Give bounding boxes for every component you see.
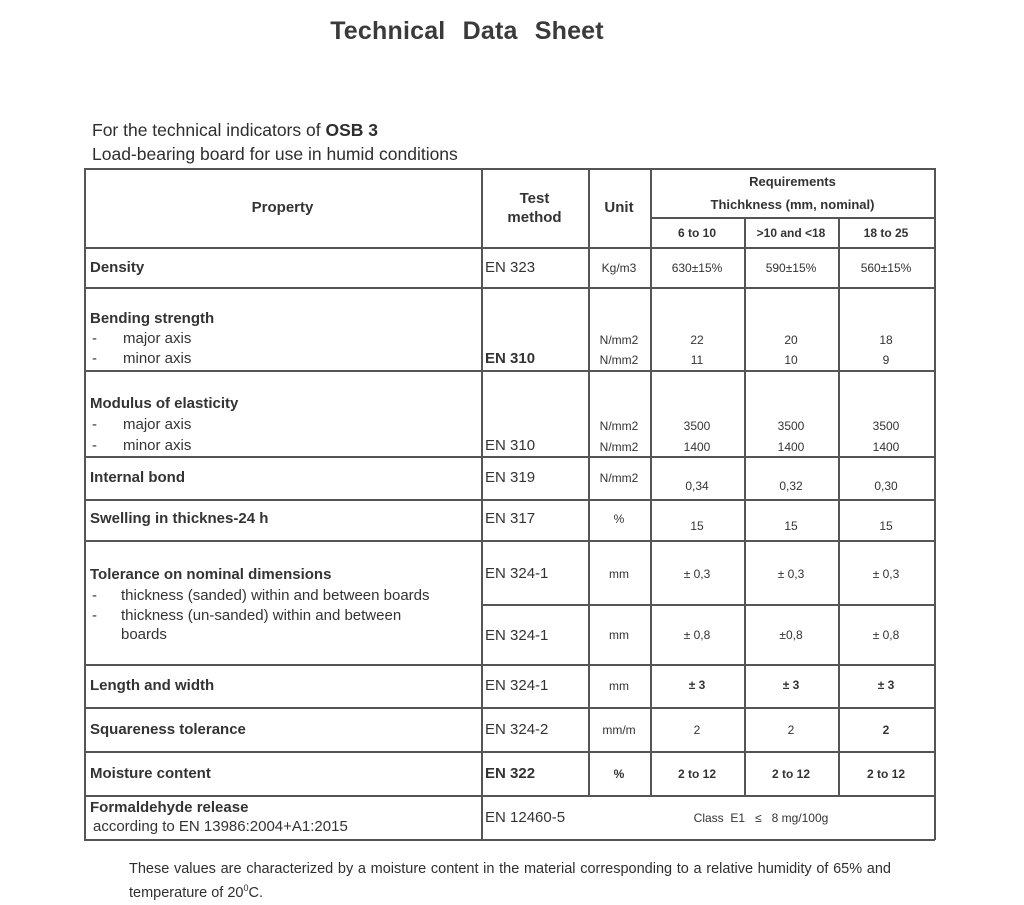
- value-bending-major-3: 18: [879, 333, 893, 347]
- row-divider: [84, 370, 935, 372]
- unit-density: Kg/m3: [601, 261, 637, 275]
- value-moisture-3: 2 to 12: [866, 767, 905, 781]
- header-unit: Unit: [604, 199, 634, 216]
- value-squareness-2: 2: [787, 723, 795, 737]
- test-bending: EN 310: [485, 350, 536, 367]
- value-modulus-major-2: 3500: [777, 419, 805, 433]
- intro-prefix: For the technical indicators of: [92, 120, 326, 140]
- property-moisture: Moisture content: [90, 765, 211, 782]
- property-density: Density: [90, 259, 145, 276]
- column-divider: [838, 217, 840, 795]
- test-length-width: EN 324-1: [485, 677, 549, 694]
- row-divider: [84, 540, 935, 542]
- header-range-2: >10 and <18: [756, 226, 826, 240]
- value-moisture-2: 2 to 12: [771, 767, 810, 781]
- list-dash: -: [92, 330, 97, 347]
- value-bending-major-2: 20: [784, 333, 798, 347]
- test-swelling: EN 317: [485, 510, 536, 527]
- value-internal-bond-1: 0,34: [685, 479, 709, 493]
- header-property: Property: [251, 199, 314, 216]
- bending-minor-axis: minor axis: [123, 350, 192, 367]
- header-test-method-line1: Test: [519, 190, 550, 207]
- value-tolerance-unsanded-2: ±0,8: [779, 628, 803, 642]
- property-bending-strength: Bending strength: [90, 310, 215, 327]
- value-squareness-1: 2: [693, 723, 701, 737]
- intro-line-description: Load-bearing board for use in humid conditions: [92, 144, 458, 164]
- property-length-width: Length and width: [90, 677, 215, 694]
- tolerance-sanded: thickness (sanded) within and between boards: [121, 587, 430, 604]
- footnote: [129, 860, 891, 903]
- table-border-top: [84, 168, 935, 170]
- unit-length-width: mm: [609, 679, 629, 693]
- value-moisture-1: 2 to 12: [677, 767, 716, 781]
- property-tolerance: Tolerance on nominal dimensions: [90, 566, 332, 583]
- value-tolerance-sanded-1: ± 0,3: [683, 567, 711, 581]
- test-squareness: EN 324-2: [485, 721, 549, 738]
- property-modulus: Modulus of elasticity: [90, 395, 239, 412]
- list-dash: -: [92, 607, 97, 624]
- row-divider: [84, 247, 935, 249]
- value-bending-major-1: 22: [690, 333, 704, 347]
- tolerance-unsanded-line2: boards: [121, 626, 167, 643]
- value-length-width-2: ± 3: [782, 678, 800, 692]
- unit-modulus-minor: N/mm2: [599, 440, 639, 454]
- value-swelling-2: 15: [784, 519, 798, 533]
- value-tolerance-unsanded-1: ± 0,8: [683, 628, 711, 642]
- value-length-width-3: ± 3: [877, 678, 895, 692]
- product-name: OSB 3: [325, 120, 378, 140]
- value-modulus-minor-2: 1400: [777, 440, 805, 454]
- footnote-text: These values are characterized by a moisture content in the material corresponding to a relative humidity of 65% and temperature of 20: [129, 861, 891, 901]
- value-bending-minor-3: 9: [882, 353, 890, 367]
- unit-moisture: %: [613, 767, 625, 781]
- list-dash: -: [92, 587, 97, 604]
- row-divider: [84, 707, 935, 709]
- row-divider: [84, 456, 935, 458]
- header-test-method-line2: method: [507, 209, 562, 226]
- test-formaldehyde: EN 12460-5: [485, 809, 566, 826]
- row-divider: [481, 604, 935, 606]
- modulus-major-axis: major axis: [123, 416, 192, 433]
- row-divider: [84, 751, 935, 753]
- value-tolerance-sanded-2: ± 0,3: [777, 567, 805, 581]
- property-formaldehyde: Formaldehyde release: [90, 799, 249, 816]
- value-swelling-3: 15: [879, 519, 893, 533]
- property-internal-bond: Internal bond: [90, 469, 185, 486]
- value-tolerance-sanded-3: ± 0,3: [872, 567, 900, 581]
- test-tolerance-sanded: EN 324-1: [485, 565, 549, 582]
- unit-modulus-major: N/mm2: [599, 419, 639, 433]
- value-swelling-1: 15: [690, 519, 704, 533]
- row-divider: [84, 287, 935, 289]
- unit-internal-bond: N/mm2: [599, 471, 639, 485]
- value-tolerance-unsanded-3: ± 0,8: [872, 628, 900, 642]
- test-internal-bond: EN 319: [485, 469, 536, 486]
- degree-superscript: 0: [243, 883, 249, 893]
- table-border-left: [84, 168, 86, 840]
- row-divider: [84, 499, 935, 501]
- value-modulus-major-1: 3500: [683, 419, 711, 433]
- unit-bending-minor: N/mm2: [599, 353, 639, 367]
- value-modulus-major-3: 3500: [872, 419, 900, 433]
- property-swelling: Swelling in thicknes-24 h: [90, 510, 269, 527]
- header-divider: [650, 217, 935, 219]
- tolerance-unsanded-line1: thickness (un-sanded) within and between: [121, 607, 402, 624]
- test-density: EN 323: [485, 259, 536, 276]
- unit-tolerance-sanded: mm: [609, 567, 629, 581]
- value-density-2: 590±15%: [765, 261, 817, 275]
- header-requirements: Requirements: [749, 174, 836, 189]
- value-density-1: 630±15%: [671, 261, 723, 275]
- unit-tolerance-unsanded: mm: [609, 628, 629, 642]
- value-modulus-minor-3: 1400: [872, 440, 900, 454]
- table-border-bottom: [84, 839, 935, 841]
- value-internal-bond-3: 0,30: [874, 479, 898, 493]
- value-density-3: 560±15%: [860, 261, 912, 275]
- property-squareness: Squareness tolerance: [90, 721, 246, 738]
- value-formaldehyde: Class E1 ≤ 8 mg/100g: [693, 811, 829, 825]
- value-bending-minor-2: 10: [784, 353, 798, 367]
- test-modulus: EN 310: [485, 437, 536, 454]
- formaldehyde-standard: according to EN 13986:2004+A1:2015: [93, 818, 348, 835]
- bending-major-axis: major axis: [123, 330, 192, 347]
- value-squareness-3: 2: [882, 723, 890, 737]
- unit-swelling: %: [613, 512, 625, 526]
- table-border-right: [934, 168, 936, 840]
- list-dash: -: [92, 350, 97, 367]
- header-range-1: 6 to 10: [677, 226, 716, 240]
- modulus-minor-axis: minor axis: [123, 437, 192, 454]
- list-dash: -: [92, 416, 97, 433]
- column-divider: [481, 168, 483, 840]
- row-divider: [84, 664, 935, 666]
- row-divider: [84, 795, 935, 797]
- test-tolerance-unsanded: EN 324-1: [485, 627, 549, 644]
- list-dash: -: [92, 437, 97, 454]
- value-modulus-minor-1: 1400: [683, 440, 711, 454]
- value-length-width-1: ± 3: [688, 678, 706, 692]
- footnote-unit: C.: [248, 884, 263, 901]
- header-range-3: 18 to 25: [863, 226, 909, 240]
- unit-squareness: mm/m: [602, 723, 636, 737]
- unit-bending-major: N/mm2: [599, 333, 639, 347]
- header-thickness: Thichkness (mm, nominal): [710, 197, 875, 212]
- value-internal-bond-2: 0,32: [779, 479, 803, 493]
- value-bending-minor-1: 11: [690, 353, 704, 367]
- column-divider: [744, 217, 746, 795]
- test-moisture: EN 322: [485, 765, 536, 782]
- document-title: Technical Data Sheet: [330, 17, 604, 45]
